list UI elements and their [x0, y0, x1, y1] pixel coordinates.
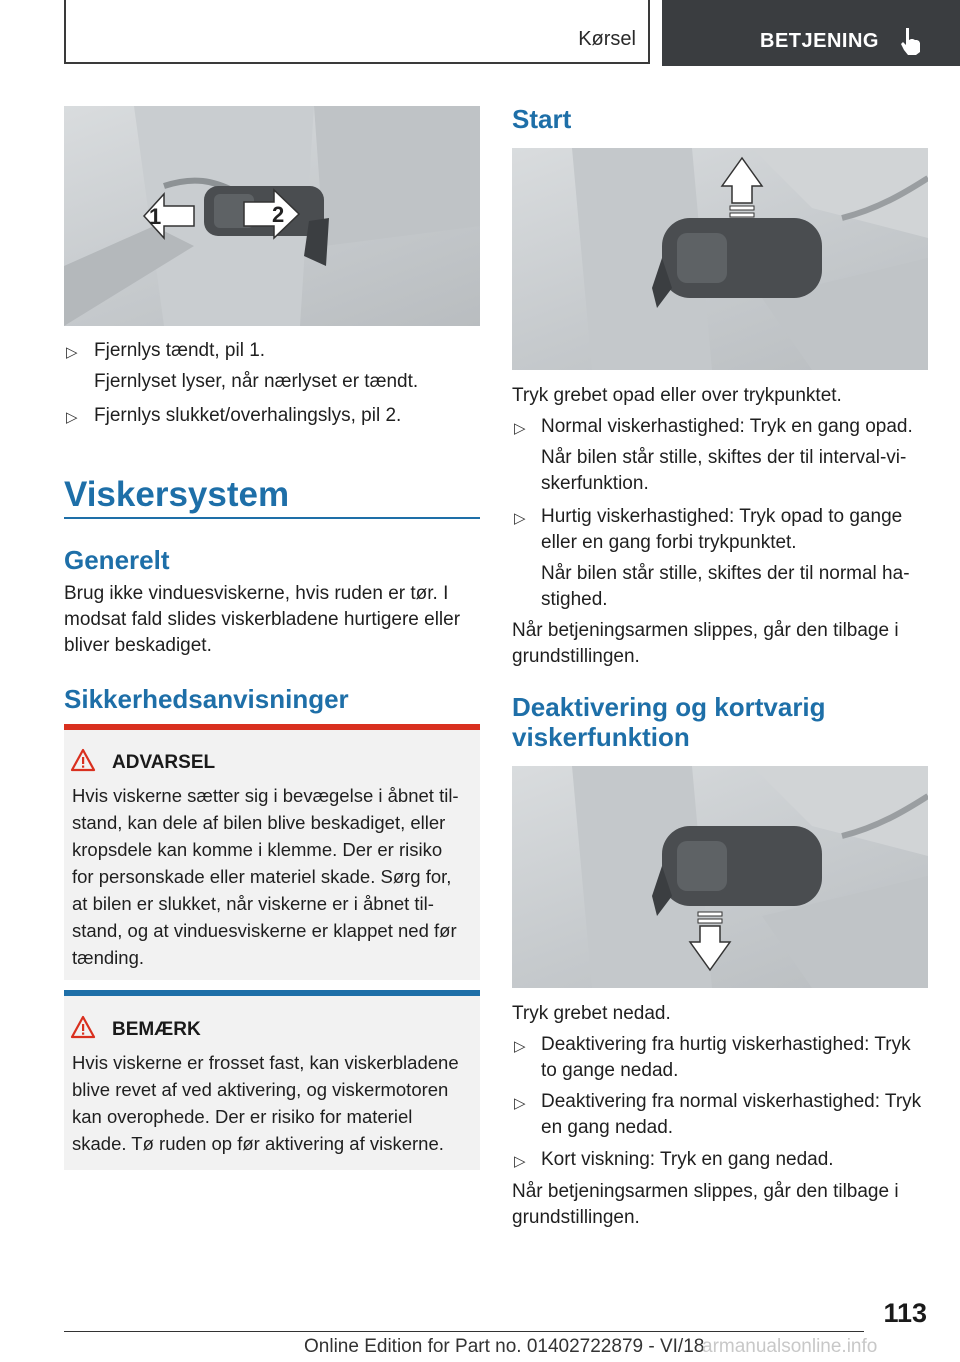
bullet-icon: ▷: [514, 510, 526, 527]
notice-bar: [64, 990, 480, 996]
bullet-icon: ▷: [514, 1038, 526, 1055]
bullet-icon: ▷: [514, 1095, 526, 1112]
start-item-2-line-2: eller en gang forbi trykpunktet.: [541, 532, 797, 553]
header-chapter-box: [662, 0, 960, 66]
warning-line-7: tænding.: [72, 947, 144, 968]
notice-line-4: skade. Tø ruden op før aktivering af viskerne.: [72, 1133, 444, 1154]
highbeam-item-1-sub: Fjernlyset lyser, når nærlyset er tændt.: [94, 371, 419, 392]
footer-rule: [64, 1331, 864, 1332]
general-line-3: bliver beskadiget.: [64, 635, 212, 656]
deact-item-2-line-2: en gang nedad.: [541, 1117, 674, 1138]
notice-line-3: kan overophede. Der er risiko for materiel: [72, 1106, 413, 1127]
footer-edition: Online Edition for Part no. 01402722879 - VI/18: [304, 1336, 705, 1357]
bullet-icon: ▷: [66, 409, 78, 426]
deact-item-3: Kort viskning: Tryk en gang nedad.: [541, 1149, 834, 1170]
pointing-hand-icon: [898, 26, 924, 56]
notice-line-2: blive revet af ved aktivering, og viskermotoren: [72, 1079, 449, 1100]
deact-item-1-line-1: Deaktivering fra hurtig viskerhastighed: Tryk: [541, 1034, 911, 1055]
general-line-2: modsat fald slides viskerbladene hurtigere eller: [64, 609, 461, 630]
figure-label-2: 2: [272, 202, 285, 227]
warning-line-5: at bilen er slukket, når viskerne er i åbnet til-: [72, 893, 434, 914]
start-outro-2: grundstillingen.: [512, 646, 640, 667]
start-item-1: Normal viskerhastighed: Tryk en gang opad.: [541, 416, 913, 437]
start-item-2-sub-2: stighed.: [541, 589, 608, 610]
figure-label-1: 1: [149, 204, 162, 229]
start-intro: Tryk grebet opad eller over trykpunktet.: [512, 385, 842, 406]
wiper-up-illustration: [512, 148, 928, 370]
highbeam-item-1: Fjernlys tændt, pil 1.: [94, 340, 266, 361]
safety-title: Sikkerhedsanvisninger: [64, 684, 349, 714]
warning-title: ADVARSEL: [112, 752, 216, 773]
bullet-icon: ▷: [514, 1153, 526, 1170]
deact-item-1-line-2: to gange nedad.: [541, 1060, 679, 1081]
header-section-label: Kørsel: [578, 28, 636, 50]
start-item-1-sub-2: skerfunktion.: [541, 473, 649, 494]
notice-line-1: Hvis viskerne er frosset fast, kan viskerbladene: [72, 1052, 459, 1073]
deact-title-1: Deaktivering og kortvarig: [512, 692, 826, 722]
notice-title: BEMÆRK: [112, 1019, 201, 1040]
general-title: Generelt: [64, 545, 170, 575]
start-item-1-sub-1: Når bilen står stille, skiftes der til interval-vi-: [541, 447, 907, 468]
deact-outro-2: grundstillingen.: [512, 1207, 640, 1228]
start-outro-1: Når betjeningsarmen slippes, går den tilbage i: [512, 620, 899, 641]
general-line-1: Brug ikke vinduesviskerne, hvis ruden er tør. I: [64, 583, 449, 604]
page-number: 113: [883, 1298, 927, 1328]
bullet-icon: ▷: [514, 420, 526, 437]
section-title: Viskersystem: [64, 475, 290, 514]
wiper-down-illustration: [512, 766, 928, 988]
warning-bar: [64, 724, 480, 730]
deact-outro-1: Når betjeningsarmen slippes, går den tilbage i: [512, 1181, 899, 1202]
header-section-box: [64, 0, 650, 64]
start-item-2-line-1: Hurtig viskerhastighed: Tryk opad to gange: [541, 506, 903, 527]
warning-triangle-icon: [70, 748, 96, 772]
warning-line-6: stand, og at vinduesviskerne er klappet ned før: [72, 920, 457, 941]
header-chapter-label: BETJENING: [760, 30, 879, 52]
deact-title-2: viskerfunktion: [512, 722, 690, 752]
section-rule: [64, 517, 480, 519]
arrow-up-icon: [722, 158, 762, 217]
start-title: Start: [512, 104, 572, 134]
warning-line-2: stand, kan dele af bilen blive beskadiget, eller: [72, 812, 446, 833]
warning-line-1: Hvis viskerne sætter sig i bevægelse i åbnet til-: [72, 785, 459, 806]
deact-item-2-line-1: Deaktivering fra normal viskerhastighed: Tryk: [541, 1091, 922, 1112]
notice-triangle-icon: [70, 1015, 96, 1039]
highbeam-stalk-illustration: [64, 106, 480, 326]
footer-watermark: armanualsonline.info: [702, 1336, 878, 1357]
warning-line-4: for personskade eller materiel skade. Sørg for,: [72, 866, 452, 887]
highbeam-item-2: Fjernlys slukket/overhalingslys, pil 2.: [94, 405, 402, 426]
warning-line-3: kropsdele kan komme i klemme. Der er risiko: [72, 839, 443, 860]
deact-intro: Tryk grebet nedad.: [512, 1003, 671, 1024]
start-item-2-sub-1: Når bilen står stille, skiftes der til normal ha-: [541, 563, 910, 584]
bullet-icon: ▷: [66, 344, 78, 361]
